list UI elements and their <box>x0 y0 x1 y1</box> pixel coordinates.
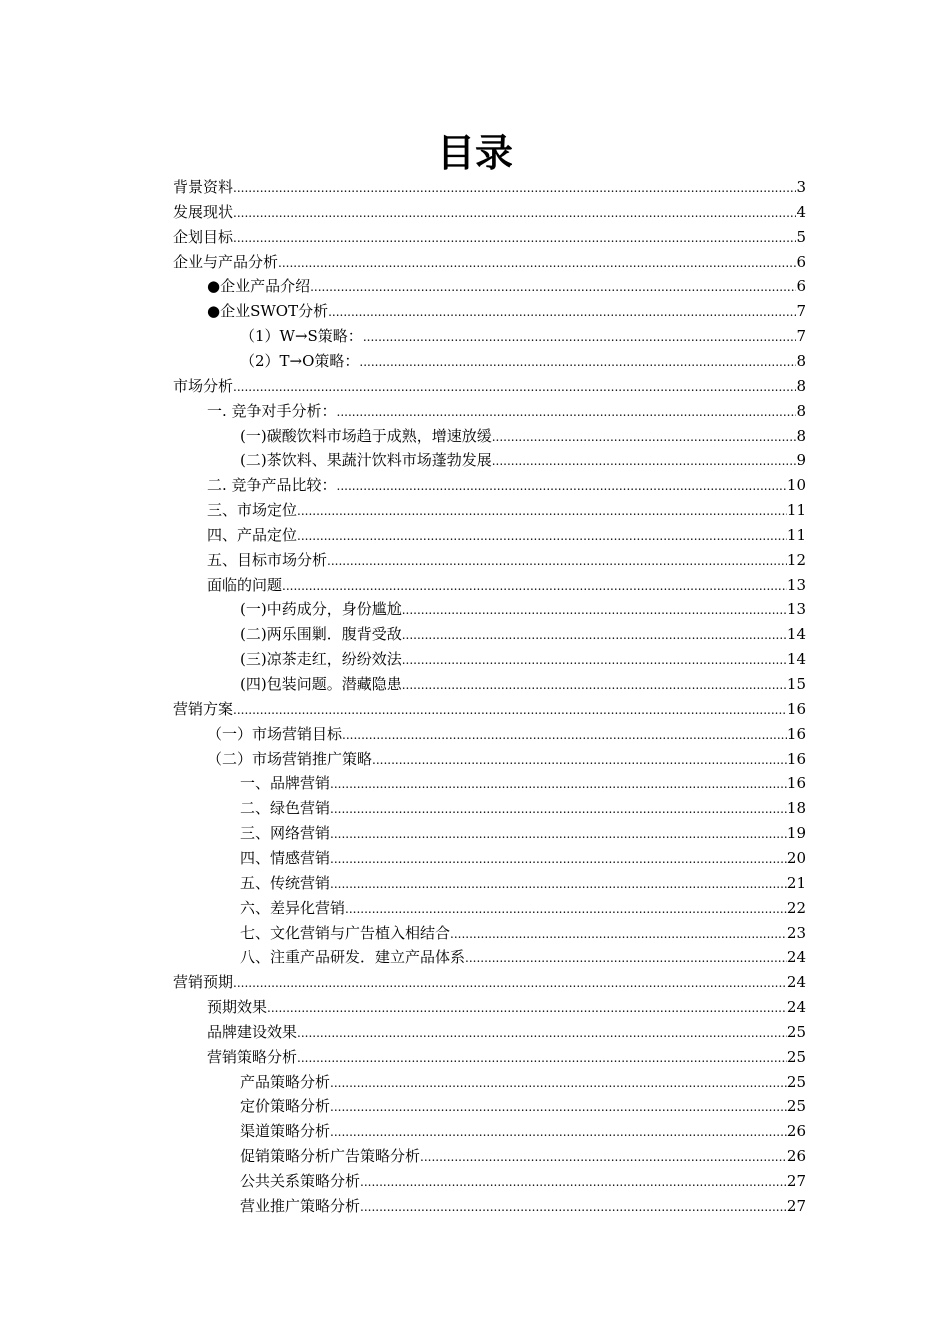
toc-entry-label: 五、传统营销 <box>240 873 331 892</box>
toc-leader-dots <box>233 176 796 200</box>
page-title: 目录 <box>436 131 513 175</box>
toc-entry[interactable] <box>173 225 806 249</box>
toc-entry[interactable] <box>240 424 806 448</box>
toc-entry[interactable] <box>240 871 806 895</box>
toc-leader-dots <box>233 698 787 722</box>
toc-leader-dots <box>328 300 796 324</box>
toc-entry[interactable] <box>207 274 806 298</box>
toc-entry[interactable] <box>207 399 806 423</box>
toc-entry-page: 5 <box>796 227 806 246</box>
toc-entry-label: (二)两乐围剿．腹背受敌 <box>240 625 402 644</box>
toc-entry[interactable] <box>207 995 806 1019</box>
toc-entry[interactable] <box>240 921 806 945</box>
toc-entry-label: (三)凉茶走红，纷纷效法 <box>240 650 402 669</box>
toc-entry-label: 六、差异化营销 <box>240 898 346 917</box>
toc-entry-page: 8 <box>796 376 806 395</box>
toc-entry[interactable] <box>240 896 806 920</box>
toc-entry[interactable] <box>207 747 806 771</box>
toc-entry-label: (二)茶饮料、果蔬汁饮料市场蓬勃发展 <box>240 451 492 470</box>
toc-leader-dots <box>297 1046 787 1070</box>
toc-entry-page: 20 <box>786 848 806 867</box>
toc-leader-dots <box>297 499 787 523</box>
toc-entry[interactable] <box>173 175 806 199</box>
toc-entry[interactable] <box>173 697 806 721</box>
toc-leader-dots <box>360 1170 787 1194</box>
toc-entry-label: （二）市场营销推广策略 <box>207 749 373 768</box>
toc-entry-label: 公共关系策略分析 <box>240 1172 361 1190</box>
toc-entry[interactable] <box>240 945 806 969</box>
toc-entry-label: 产品策略分析 <box>240 1072 331 1091</box>
toc-entry-page: 13 <box>786 600 806 619</box>
toc-leader-dots <box>372 748 787 772</box>
toc-entry[interactable] <box>240 1094 806 1118</box>
toc-entry-page: 8 <box>796 426 806 445</box>
toc-entry-page: 11 <box>786 501 806 520</box>
toc-entry-page: 7 <box>796 302 806 321</box>
toc-entry-label: 面临的问题 <box>207 575 283 594</box>
toc-entry-page: 21 <box>786 873 806 892</box>
toc-entry-label: （一）市场营销目标 <box>207 724 343 743</box>
toc-entry[interactable] <box>173 200 806 224</box>
toc-leader-dots <box>492 425 797 449</box>
toc-entry[interactable] <box>240 846 806 870</box>
toc-entry-page: 14 <box>786 625 806 644</box>
toc-entry-label: 营销方案 <box>173 699 234 718</box>
toc-entry-page: 27 <box>786 1172 806 1190</box>
toc-entry-page: 16 <box>786 749 806 768</box>
toc-entry-page: 7 <box>796 327 806 346</box>
toc-entry[interactable] <box>240 1144 806 1168</box>
toc-leader-dots <box>233 375 796 399</box>
toc-entry[interactable] <box>207 299 806 323</box>
toc-leader-dots <box>492 449 797 473</box>
toc-entry-label: （2）T→O策略： <box>240 351 360 370</box>
toc-entry-label: 营业推广策略分析 <box>240 1196 361 1215</box>
toc-leader-dots <box>360 1195 787 1219</box>
toc-entry-page: 8 <box>796 401 806 420</box>
toc-entry-label: 三、网络营销 <box>240 824 331 843</box>
toc-entry-page: 18 <box>786 799 806 818</box>
toc-leader-dots <box>233 971 787 995</box>
toc-entry-label: 市场分析 <box>173 376 234 395</box>
toc-leader-dots <box>330 1095 787 1119</box>
toc-entry-label: (一)中药成分，身份尴尬 <box>240 600 402 619</box>
toc-leader-dots <box>345 897 787 921</box>
toc-entry[interactable] <box>207 722 806 746</box>
toc-leader-dots <box>342 723 787 747</box>
toc-entry-page: 23 <box>786 923 806 942</box>
toc-entry-label: ●企业SWOT分析 <box>207 302 329 321</box>
toc-entry[interactable] <box>207 1020 806 1044</box>
toc-entry-label: 品牌建设效果 <box>207 1022 298 1041</box>
toc-entry[interactable] <box>240 349 806 373</box>
toc-entry[interactable] <box>240 1119 806 1143</box>
toc-entry-page: 10 <box>786 476 806 495</box>
toc-entry[interactable] <box>240 622 806 646</box>
toc-entry-label: ●企业产品介绍 <box>207 277 311 296</box>
toc-leader-dots <box>267 996 787 1020</box>
toc-entry-label: （1）W→S策略： <box>240 327 363 346</box>
toc-entry-page: 19 <box>786 824 806 843</box>
toc-leader-dots <box>310 275 796 299</box>
toc-entry-page: 25 <box>786 1072 806 1091</box>
toc-entry-page: 24 <box>786 998 806 1017</box>
toc-leader-dots <box>330 847 787 871</box>
toc-entry-label: 发展现状 <box>173 202 234 221</box>
toc-entry-label: 企划目标 <box>173 227 234 246</box>
toc-leader-dots <box>402 623 787 647</box>
toc-leader-dots <box>337 400 797 424</box>
toc-leader-dots <box>465 946 787 970</box>
toc-leader-dots <box>330 1120 787 1144</box>
toc-entry-label: 营销预期 <box>173 973 234 992</box>
toc-leader-dots <box>420 1145 787 1169</box>
toc-entry[interactable] <box>173 250 806 274</box>
toc-entry-page: 11 <box>786 525 806 544</box>
toc-leader-dots <box>282 574 787 598</box>
toc-entry[interactable] <box>240 796 806 820</box>
toc-entry-page: 15 <box>786 675 806 693</box>
toc-leader-dots <box>402 648 787 672</box>
toc-entry-label: 背景资料 <box>173 178 234 196</box>
toc-entry-page: 4 <box>796 202 806 221</box>
toc-entry-page: 22 <box>786 898 806 917</box>
toc-entry[interactable] <box>207 473 806 497</box>
toc-entry-label: (一)碳酸饮料市场趋于成熟，增速放缓 <box>240 426 492 445</box>
toc-entry-label: 定价策略分析 <box>240 1097 331 1116</box>
toc-entry-label: 四、产品定位 <box>207 525 298 544</box>
toc-entry[interactable] <box>240 1070 806 1094</box>
toc-leader-dots <box>233 201 796 225</box>
toc-entry[interactable] <box>207 1045 806 1069</box>
toc-entry[interactable] <box>207 548 806 572</box>
toc-entry[interactable] <box>173 374 806 398</box>
toc-entry-label: 促销策略分析广告策略分析 <box>240 1147 421 1166</box>
toc-entry-page: 3 <box>796 178 806 196</box>
toc-entry[interactable] <box>240 597 806 621</box>
toc-entry-page: 6 <box>796 277 806 296</box>
toc-entry-page: 16 <box>786 774 806 793</box>
toc-entry-label: 五、目标市场分析 <box>207 550 328 569</box>
toc-entry[interactable] <box>240 1169 806 1193</box>
toc-leader-dots <box>297 524 787 548</box>
toc-entry-page: 13 <box>786 575 806 594</box>
toc-entry-page: 9 <box>796 451 806 470</box>
toc-leader-dots <box>359 350 796 374</box>
toc-entry-page: 16 <box>786 699 806 718</box>
toc-leader-dots <box>337 474 787 498</box>
toc-entry[interactable] <box>240 1194 806 1218</box>
toc-entry-label: 渠道策略分析 <box>240 1122 331 1141</box>
toc-leader-dots <box>363 325 797 349</box>
toc-entry-label: 二、绿色营销 <box>240 799 331 818</box>
toc-entry-page: 12 <box>786 550 806 569</box>
toc-leader-dots <box>330 872 787 896</box>
toc-entry-label: 八、注重产品研发．建立产品体系 <box>240 948 466 967</box>
toc-entry[interactable] <box>240 771 806 795</box>
toc-entry[interactable] <box>240 672 806 696</box>
toc-leader-dots <box>330 797 787 821</box>
toc-leader-dots <box>278 251 796 275</box>
toc-entry[interactable] <box>240 821 806 845</box>
toc-leader-dots <box>330 1071 787 1095</box>
toc-entry[interactable] <box>240 647 806 671</box>
toc-entry-label: 一. 竞争对手分析： <box>207 401 337 420</box>
toc-entry-label: (四)包装问题。潜藏隐患 <box>240 675 402 693</box>
toc-entry-page: 25 <box>786 1022 806 1041</box>
toc-leader-dots <box>402 673 787 697</box>
toc-entry-label: 预期效果 <box>207 998 268 1017</box>
toc-entry-page: 26 <box>786 1122 806 1141</box>
toc-entry-page: 24 <box>786 973 806 992</box>
toc-entry[interactable] <box>240 448 806 472</box>
toc-entry-page: 25 <box>786 1047 806 1066</box>
toc-leader-dots <box>297 1021 787 1045</box>
toc-leader-dots <box>402 598 787 622</box>
toc-leader-dots <box>330 822 787 846</box>
toc-entry-label: 七、文化营销与广告植入相结合 <box>240 923 451 942</box>
toc-entry-page: 6 <box>796 252 806 271</box>
toc-entry-label: 二. 竞争产品比较： <box>207 476 337 495</box>
toc-entry-label: 一、品牌营销 <box>240 774 331 793</box>
toc-entry[interactable] <box>240 324 806 348</box>
toc-entry[interactable] <box>207 498 806 522</box>
toc-entry[interactable] <box>207 573 806 597</box>
toc-entry-label: 企业与产品分析 <box>173 252 279 271</box>
toc-entry-page: 16 <box>786 724 806 743</box>
toc-leader-dots <box>327 549 787 573</box>
toc-leader-dots <box>330 772 787 796</box>
toc-entry-page: 14 <box>786 650 806 669</box>
toc-entry-page: 27 <box>786 1196 806 1215</box>
toc-entry-label: 营销策略分析 <box>207 1047 298 1066</box>
toc-entry[interactable] <box>207 523 806 547</box>
toc-entry-label: 三、市场定位 <box>207 501 298 520</box>
toc-entry-page: 8 <box>796 351 806 370</box>
toc-leader-dots <box>233 226 796 250</box>
toc-entry-page: 24 <box>786 948 806 967</box>
toc-entry-label: 四、情感营销 <box>240 848 331 867</box>
toc-leader-dots <box>450 922 787 946</box>
toc-entry-page: 25 <box>786 1097 806 1116</box>
toc-entry-page: 26 <box>786 1147 806 1166</box>
toc-entry[interactable] <box>173 970 806 994</box>
